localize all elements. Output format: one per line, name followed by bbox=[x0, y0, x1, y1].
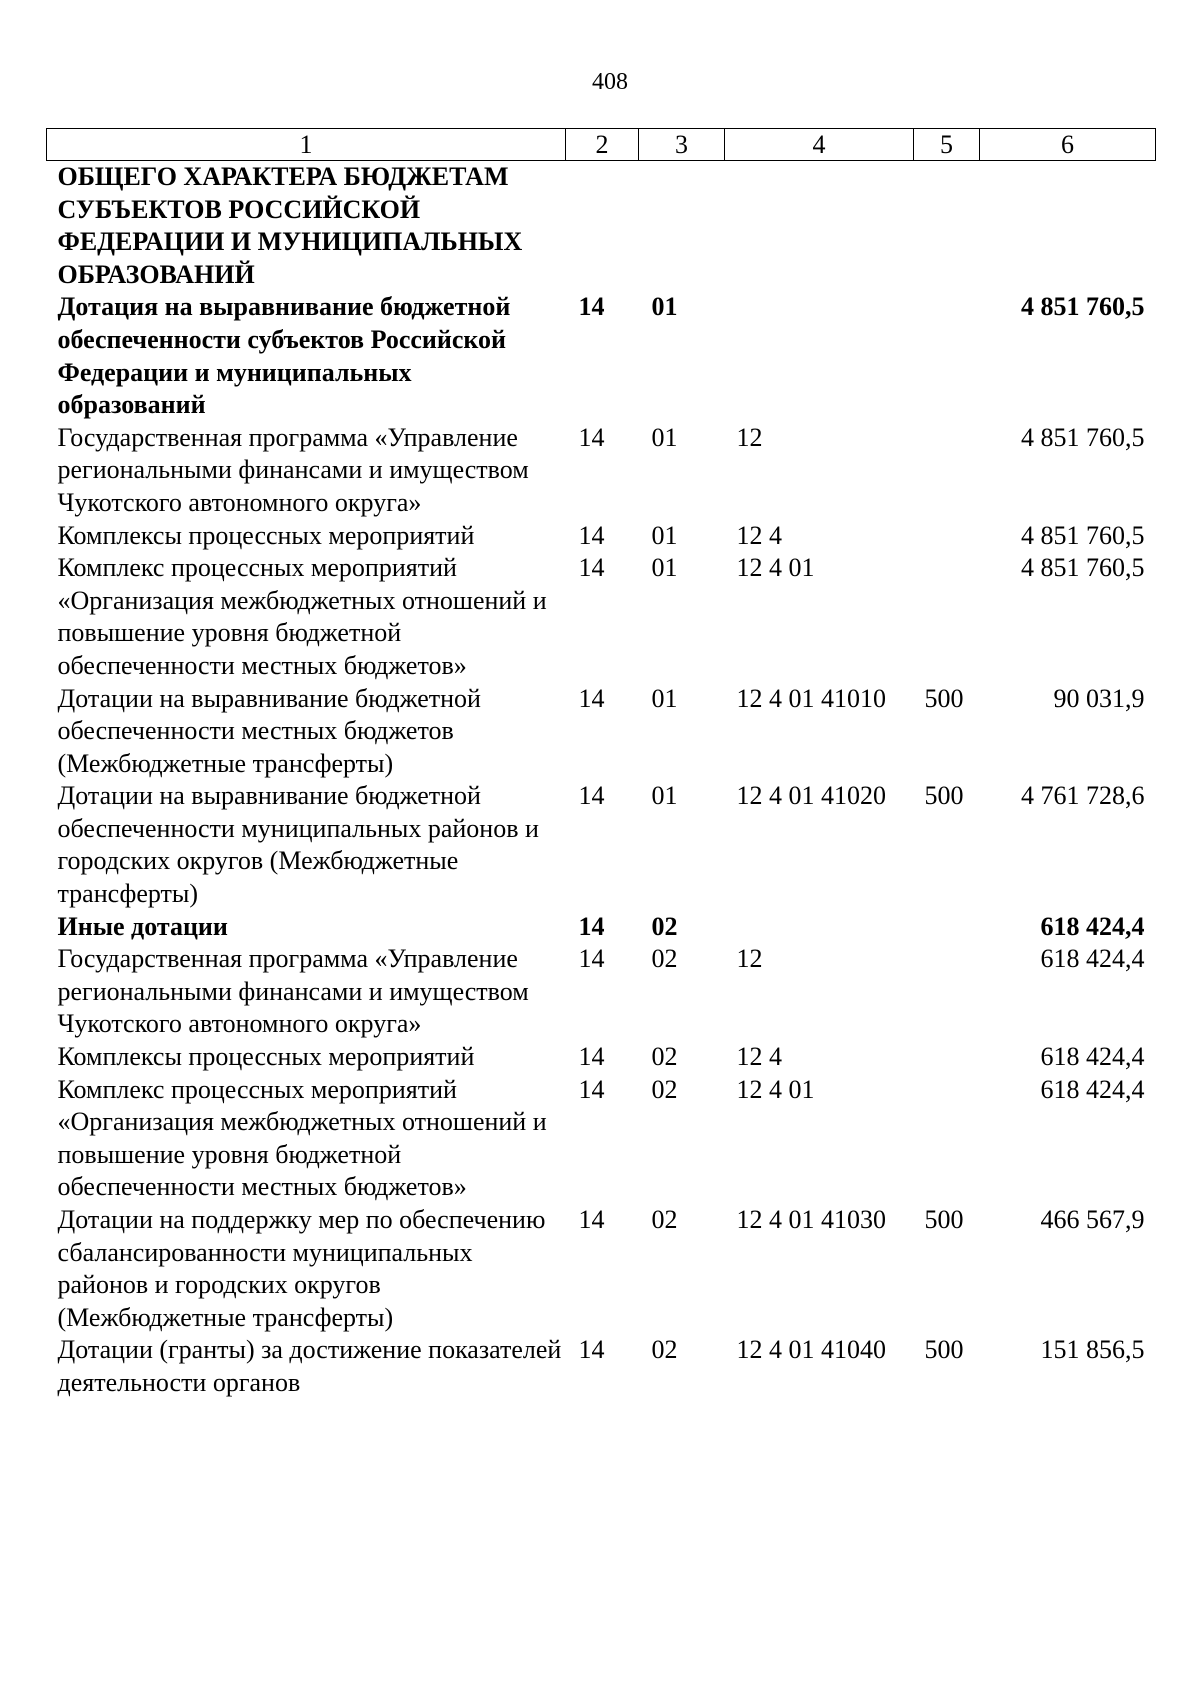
row-subsection-cell: 02 bbox=[651, 1205, 678, 1234]
table-row bbox=[47, 291, 1156, 421]
header-row bbox=[47, 129, 1156, 161]
row-expense-type-cell bbox=[914, 1041, 980, 1074]
row-expense-type-cell: 500 bbox=[924, 781, 964, 811]
table-row bbox=[47, 552, 1156, 682]
row-target-article-cell: 12 4 01 bbox=[736, 1074, 815, 1104]
row-target-article-cell: 12 4 01 bbox=[736, 553, 815, 583]
page-number: 408 bbox=[592, 69, 628, 95]
row-expense-type-cell bbox=[914, 552, 980, 682]
header-col-5: 5 bbox=[914, 129, 980, 161]
row-section-cell: 14 bbox=[578, 683, 605, 713]
row-target-article-cell: 12 bbox=[736, 944, 763, 974]
row-subsection-cell: 01 bbox=[651, 292, 678, 322]
row-sum-cell: 4 761 728,6 bbox=[1021, 781, 1145, 811]
row-subsection-cell: 01 bbox=[651, 781, 678, 811]
table-row bbox=[47, 422, 1156, 520]
row-section-cell: 14 bbox=[578, 1042, 605, 1072]
row-expense-type-cell bbox=[914, 291, 980, 421]
row-target-article-cell: 12 4 01 41010 bbox=[736, 683, 886, 713]
row-sum-cell: 4 851 760,5 bbox=[1021, 292, 1145, 322]
table-row bbox=[47, 161, 1156, 292]
row-name-cell: Дотации на выравнивание бюджетной обеспеченности муниципальных районов и городских округов (Межбюджетные трансферты) bbox=[57, 781, 539, 909]
row-sum-cell: 4 851 760,5 bbox=[1021, 520, 1145, 550]
row-sum-cell: 90 031,9 bbox=[1053, 683, 1145, 713]
header-col-4: 4 bbox=[725, 129, 914, 161]
row-subsection-cell: 01 bbox=[651, 520, 678, 550]
row-target-article-cell bbox=[725, 911, 914, 944]
row-name-cell: Государственная программа «Управление региональными финансами и имуществом Чукотского автономного округа» bbox=[57, 422, 529, 517]
table-row bbox=[47, 1041, 1156, 1074]
budget-table bbox=[46, 128, 1156, 1400]
row-sum-cell: 618 424,4 bbox=[1040, 1074, 1145, 1104]
row-expense-type-cell bbox=[914, 911, 980, 944]
row-name-cell: Государственная программа «Управление региональными финансами и имуществом Чукотского автономного округа» bbox=[57, 944, 529, 1039]
row-subsection-cell: 01 bbox=[651, 553, 678, 583]
row-sum-cell: 466 567,9 bbox=[1040, 1205, 1145, 1234]
row-subsection-cell: 02 bbox=[651, 1335, 678, 1365]
row-section-cell: 14 bbox=[578, 292, 605, 322]
table-row bbox=[47, 683, 1156, 781]
header-col-6: 6 bbox=[980, 129, 1156, 161]
row-name-cell: ОБЩЕГО ХАРАКТЕРА БЮДЖЕТАМ СУБЪЕКТОВ РОССИЙСКОЙ ФЕДЕРАЦИИ И МУНИЦИПАЛЬНЫХ ОБРАЗОВАНИЙ bbox=[57, 162, 523, 289]
row-expense-type-cell bbox=[914, 943, 980, 1041]
row-name-cell: Дотации на выравнивание бюджетной обеспеченности местных бюджетов (Межбюджетные трансферты) bbox=[57, 683, 481, 778]
row-target-article-cell: 12 4 01 41030 bbox=[736, 1205, 886, 1234]
row-target-article-cell: 12 bbox=[736, 422, 763, 452]
table-row bbox=[47, 1204, 1156, 1334]
row-name-cell: Дотация на выравнивание бюджетной обеспеченности субъектов Российской Федерации и муниципальных образований bbox=[57, 292, 511, 420]
row-expense-type-cell bbox=[914, 1074, 980, 1204]
row-expense-type-cell: 500 bbox=[924, 683, 964, 713]
row-sum-cell: 618 424,4 bbox=[1040, 1042, 1145, 1072]
row-sum-cell bbox=[980, 161, 1156, 292]
header-col-2: 2 bbox=[566, 129, 639, 161]
row-section-cell: 14 bbox=[578, 1335, 605, 1365]
table-row bbox=[47, 520, 1156, 553]
header-col-3: 3 bbox=[639, 129, 725, 161]
table-row bbox=[47, 1074, 1156, 1204]
row-target-article-cell: 12 4 bbox=[736, 520, 782, 550]
row-name-cell: Дотации на поддержку мер по обеспечению сбалансированности муниципальных районов и городских округов (Межбюджетные трансферты) bbox=[57, 1205, 546, 1332]
row-section-cell: 14 bbox=[578, 781, 605, 811]
row-name-cell: Дотации (гранты) за достижение показателей деятельности органов bbox=[57, 1335, 562, 1397]
row-section-cell bbox=[566, 161, 639, 292]
row-section-cell: 14 bbox=[578, 422, 605, 452]
row-name-cell: Комплексы процессных мероприятий bbox=[57, 520, 475, 550]
row-target-article-cell: 12 4 01 41040 bbox=[736, 1335, 886, 1365]
table-row bbox=[47, 911, 1156, 944]
row-section-cell: 14 bbox=[578, 1074, 605, 1104]
table-body bbox=[47, 161, 1156, 1400]
row-subsection-cell: 02 bbox=[651, 1074, 678, 1104]
row-name-cell: Комплекс процессных мероприятий «Организация межбюджетных отношений и повышение уровня бюджетной обеспеченности местных бюджетов» bbox=[57, 553, 547, 680]
row-section-cell: 14 bbox=[578, 553, 605, 583]
row-section-cell: 14 bbox=[578, 1205, 605, 1234]
row-subsection-cell bbox=[639, 161, 725, 292]
row-sum-cell: 618 424,4 bbox=[1040, 944, 1145, 974]
row-subsection-cell: 01 bbox=[651, 422, 678, 452]
row-subsection-cell: 01 bbox=[651, 683, 678, 713]
row-expense-type-cell bbox=[914, 422, 980, 520]
row-section-cell: 14 bbox=[578, 520, 605, 550]
row-expense-type-cell: 500 bbox=[924, 1335, 964, 1365]
row-target-article-cell: 12 4 01 41020 bbox=[736, 781, 886, 811]
row-target-article-cell bbox=[725, 291, 914, 421]
table-row bbox=[47, 780, 1156, 910]
row-expense-type-cell: 500 bbox=[924, 1205, 964, 1234]
table-row bbox=[47, 1334, 1156, 1399]
row-subsection-cell: 02 bbox=[651, 1042, 678, 1072]
row-section-cell: 14 bbox=[578, 911, 605, 941]
row-subsection-cell: 02 bbox=[651, 911, 678, 941]
row-expense-type-cell bbox=[914, 520, 980, 553]
row-name-cell: Иные дотации bbox=[57, 911, 228, 941]
table-header bbox=[47, 129, 1156, 161]
row-name-cell: Комплекс процессных мероприятий «Организация межбюджетных отношений и повышение уровня бюджетной обеспеченности местных бюджетов» bbox=[57, 1074, 547, 1202]
row-sum-cell: 618 424,4 bbox=[1040, 911, 1145, 941]
table-row bbox=[47, 943, 1156, 1041]
row-section-cell: 14 bbox=[578, 944, 605, 974]
row-subsection-cell: 02 bbox=[651, 944, 678, 974]
row-target-article-cell: 12 4 bbox=[736, 1042, 782, 1072]
row-sum-cell: 4 851 760,5 bbox=[1021, 553, 1145, 583]
row-sum-cell: 151 856,5 bbox=[1040, 1335, 1145, 1365]
row-expense-type-cell bbox=[914, 161, 980, 292]
header-col-1: 1 bbox=[47, 129, 566, 161]
row-name-cell: Комплексы процессных мероприятий bbox=[57, 1042, 475, 1072]
row-sum-cell: 4 851 760,5 bbox=[1021, 422, 1145, 452]
row-target-article-cell bbox=[725, 161, 914, 292]
